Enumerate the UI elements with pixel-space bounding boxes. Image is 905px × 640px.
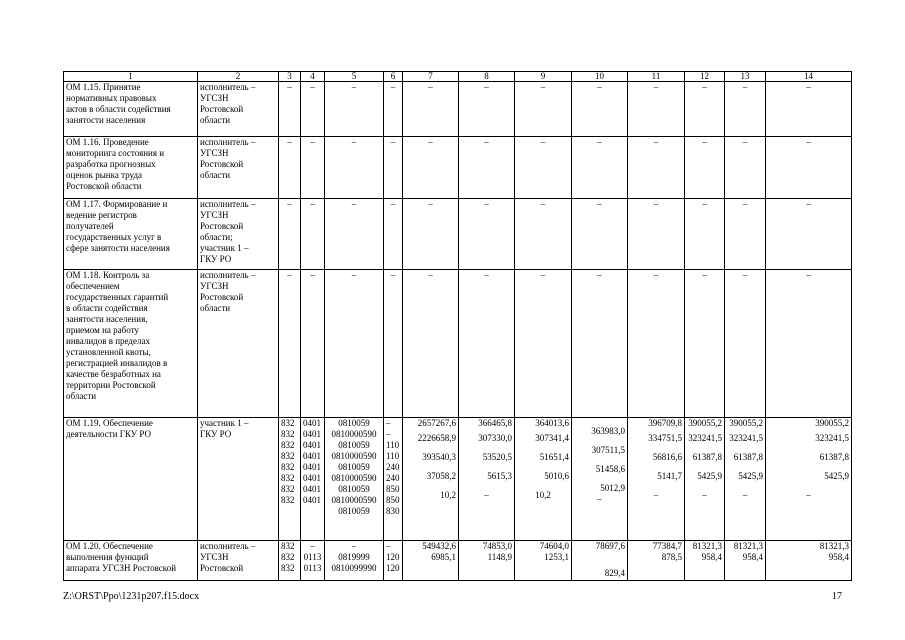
value-cell: – (459, 199, 515, 270)
executor: участник 1 – ГКУ РО (198, 418, 279, 541)
header-cell: 10 (572, 72, 628, 82)
value-cell: – (301, 270, 325, 418)
header-cell: 3 (279, 72, 301, 82)
value-cell: – (325, 137, 384, 199)
executor: исполнитель – УГСЗН Ростовской области (198, 82, 279, 137)
value-cell: – (403, 199, 459, 270)
value-cell: 77384,7 878,5 (628, 541, 685, 581)
table-row (64, 270, 852, 418)
header-row (64, 72, 852, 82)
table-row (64, 541, 852, 581)
value-cell: 363983,0 307511,5 51458,6 5012,9 – (572, 418, 628, 541)
value-cell: – (459, 82, 515, 137)
value-cell: – (572, 137, 628, 199)
value-cell: – (279, 199, 301, 270)
header-cell: 1 (64, 72, 198, 82)
value-cell: – (403, 270, 459, 418)
value-cell: 0401 0401 0401 0401 0401 0401 0401 0401 (301, 418, 325, 541)
header-cell: 11 (628, 72, 685, 82)
value-cell: – (325, 270, 384, 418)
value-cell: 74604,0 1253,1 (515, 541, 572, 581)
value-cell: – (766, 270, 852, 418)
value-cell: 74853,0 1148,9 (459, 541, 515, 581)
value-cell: – (725, 82, 766, 137)
value-cell: 390055,2 323241,5 61387,8 5425,9 – (725, 418, 766, 541)
value-cell: – (403, 137, 459, 199)
value-cell: – (459, 270, 515, 418)
value-cell: 81321,3 958,4 (685, 541, 725, 581)
value-cell: – (325, 199, 384, 270)
value-cell: – (515, 270, 572, 418)
measure-name: ОМ 1.16. Проведение мониторинга состояния и разработка прогнозных оценок рынка труда Ростовской области (64, 137, 198, 199)
value-cell: – 0819999 0810099990 (325, 541, 384, 581)
header-cell: 8 (459, 72, 515, 82)
value-cell: – (628, 270, 685, 418)
value-cell: – (572, 82, 628, 137)
value-cell: – (279, 270, 301, 418)
value-cell: – (628, 137, 685, 199)
value-cell: – (301, 199, 325, 270)
value-cell: 366465,8 307330,0 53520,5 5615,3 – (459, 418, 515, 541)
value-cell: – (279, 82, 301, 137)
value-cell: 81321,3 958,4 (766, 541, 852, 581)
header-cell: 2 (198, 72, 279, 82)
measure-name: ОМ 1.20. Обеспечение выполнения функций аппарата УГСЗН Ростовской (64, 541, 198, 581)
value-cell: – 0113 0113 (301, 541, 325, 581)
measure-name: ОМ 1.17. Формирование и ведение регистров получателей государственных услуг в сфере занятости населения (64, 199, 198, 270)
value-cell: – (572, 270, 628, 418)
value-cell: – (301, 137, 325, 199)
value-cell: – (384, 199, 403, 270)
value-cell: 832 832 832 (279, 541, 301, 581)
executor: исполнитель – УГСЗН Ростовской (198, 541, 279, 581)
header-cell: 14 (766, 72, 852, 82)
value-cell: 364013,6 307341,4 51651,4 5010,6 10,2 (515, 418, 572, 541)
file-path: Z:\ORST\Ppo\1231p207.f15.docx (63, 591, 200, 602)
value-cell: – (325, 82, 384, 137)
header-cell: 12 (685, 72, 725, 82)
table-row (64, 137, 852, 199)
value-cell: – (279, 137, 301, 199)
value-cell: – (725, 270, 766, 418)
value-cell: – (766, 137, 852, 199)
value-cell: – (572, 199, 628, 270)
measure-name: ОМ 1.15. Принятие нормативных правовых актов в области содействия занятости населения (64, 82, 198, 137)
header-cell: 6 (384, 72, 403, 82)
value-cell: – (685, 137, 725, 199)
table-row (64, 418, 852, 541)
value-cell: 81321,3 958,4 (725, 541, 766, 581)
header-cell: 7 (403, 72, 459, 82)
value-cell: 0810059 0810000590 0810059 0810000590 0810059 0810000590 0810059 0810000590 0810059 (325, 418, 384, 541)
value-cell: – – 110 110 240 240 850 850 830 (384, 418, 403, 541)
value-cell: – (459, 137, 515, 199)
value-cell: – (685, 82, 725, 137)
header-cell: 5 (325, 72, 384, 82)
program-table (63, 71, 852, 581)
value-cell: 390055,2 323241,5 61387,8 5425,9 – (766, 418, 852, 541)
value-cell: 2657267,6 2226658,9 393540,3 37058,2 10,2 (403, 418, 459, 541)
value-cell: 549432,6 6985,1 (403, 541, 459, 581)
value-cell: – (628, 82, 685, 137)
value-cell: – (515, 199, 572, 270)
value-cell: – 120 120 (384, 541, 403, 581)
value-cell: – (515, 137, 572, 199)
header-cell: 13 (725, 72, 766, 82)
executor: исполнитель – УГСЗН Ростовской области (198, 137, 279, 199)
value-cell: – (766, 199, 852, 270)
value-cell: – (301, 82, 325, 137)
measure-name: ОМ 1.18. Контроль за обеспечением государственных гарантий в области содействия занятости населения, приемом на работу инвалидов в пределах установленной квоты, регистрацией инвалидов в качестве безработных на территории Ростовской области (64, 270, 198, 418)
value-cell: – (725, 137, 766, 199)
value-cell: – (628, 199, 685, 270)
executor: исполнитель – УГСЗН Ростовской области; участник 1 – ГКУ РО (198, 199, 279, 270)
value-cell: – (384, 82, 403, 137)
value-cell: – (384, 137, 403, 199)
value-cell: – (685, 199, 725, 270)
measure-name: ОМ 1.19. Обеспечение деятельности ГКУ РО (64, 418, 198, 541)
value-cell: – (685, 270, 725, 418)
table-row (64, 199, 852, 270)
value-cell: – (766, 82, 852, 137)
value-cell: 396709,8 334751,5 56816,6 5141,7 – (628, 418, 685, 541)
value-cell: – (725, 199, 766, 270)
page-number: 17 (832, 591, 842, 602)
table-row (64, 82, 852, 137)
header-cell: 4 (301, 72, 325, 82)
value-cell: 832 832 832 832 832 832 832 832 (279, 418, 301, 541)
header-cell: 9 (515, 72, 572, 82)
value-cell: – (384, 270, 403, 418)
value-cell: 78697,6 829,4 (572, 541, 628, 581)
executor: исполнитель – УГСЗН Ростовской области (198, 270, 279, 418)
value-cell: – (403, 82, 459, 137)
value-cell: 390055,2 323241,5 61387,8 5425,9 – (685, 418, 725, 541)
value-cell: – (515, 82, 572, 137)
